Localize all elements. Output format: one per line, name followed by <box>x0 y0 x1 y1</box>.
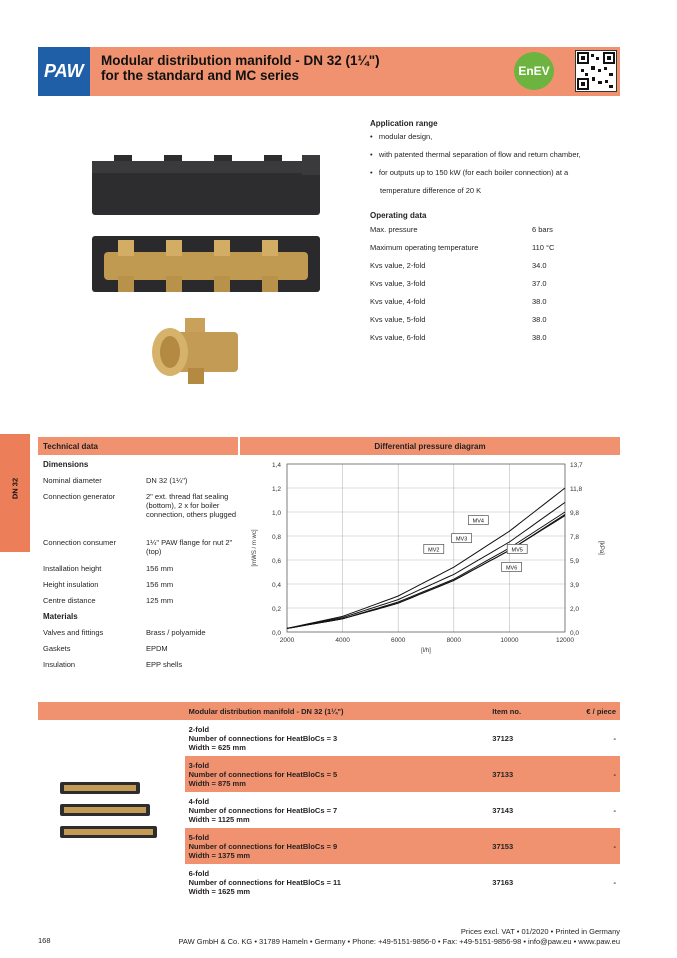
title-line-2: for the standard and MC series <box>101 68 300 83</box>
diagram-header-bar: Differential pressure diagram <box>240 437 620 455</box>
chart-svg <box>240 452 620 662</box>
series-label: MV5 <box>511 547 523 554</box>
table-header-row <box>38 702 620 720</box>
item-number: 37123 <box>492 733 514 743</box>
page-number: 168 <box>38 936 51 945</box>
table-row: Centre distance 125 mm <box>43 596 174 605</box>
footer-line-2: PAW GmbH & Co. KG • 31789 Hameln • Germany • Phone: +49-5151-9856-0 • Fax: +49-5151-9856-98 • info@paw.eu • www.paw.eu <box>178 937 620 946</box>
x-tick-label: 10000 <box>500 637 519 644</box>
table-row: Connection consumer 1¼" PAW flange for nut 2" (top) <box>43 538 233 556</box>
enev-badge: EnEV <box>514 52 554 90</box>
manifold-image <box>92 232 322 297</box>
table-row: Kvs value, 2-fold 34.0 <box>370 261 547 270</box>
paw-logo <box>38 47 90 96</box>
price: - <box>554 828 620 864</box>
table-row: Kvs value, 5-fold 38.0 <box>370 315 547 324</box>
list-item: • modular design, <box>370 132 433 141</box>
x-tick-label: 12000 <box>555 637 575 644</box>
series-label: MV4 <box>472 518 484 525</box>
col-header-price: € / piece <box>586 706 616 716</box>
series-line-mv4 <box>287 512 565 628</box>
y2-axis-label: [kPa] <box>598 541 604 555</box>
series-label: MV3 <box>455 536 468 543</box>
table-row: 3-fold Number of connections for HeatBloCs = 5 Width = 875 mm 37133 - <box>38 756 620 792</box>
list-item: • for outputs up to 150 kW (for each boiler connection) at a <box>370 168 569 177</box>
y-axis-label: [mWS / m wc] <box>252 529 258 567</box>
title-line-1: Modular distribution manifold - DN 32 (1¼") <box>101 53 380 68</box>
y2-tick-label: 0,0 <box>570 630 580 637</box>
fitting-image <box>150 318 240 386</box>
series-label: MV2 <box>428 547 440 554</box>
table-row: Maximum operating temperature 110 °C <box>370 243 555 252</box>
x-tick-label: 8000 <box>446 637 462 644</box>
series-line-mv3 <box>287 502 565 628</box>
table-row: Height insulation 156 mm <box>43 580 174 589</box>
list-item: temperature difference of 20 K <box>380 186 482 195</box>
x-axis-label: [l/h] <box>421 648 431 654</box>
table-row: Connection generator 2" ext. thread flat sealing (bottom), 2 x for boiler connection, others plugged <box>43 492 237 519</box>
y-tick-label: 0,0 <box>271 630 281 637</box>
table-row: Kvs value, 6-fold 38.0 <box>370 333 547 342</box>
table-row: 5-fold Number of connections for HeatBloCs = 9 Width = 1375 mm 37153 - <box>38 828 620 864</box>
price: - <box>613 733 616 743</box>
product-variants-image <box>38 720 185 900</box>
item-number: 37163 <box>492 877 514 887</box>
series-label: MV6 <box>505 565 518 572</box>
insulation-shell-image <box>92 155 322 217</box>
item-number: 37143 <box>492 805 514 815</box>
y-tick-label: 0,4 <box>271 582 281 589</box>
y2-tick-label: 9,8 <box>570 510 580 517</box>
y-tick-label: 1,2 <box>271 486 281 493</box>
y-tick-label: 1,4 <box>271 462 281 469</box>
col-header-name: Modular distribution manifold - DN 32 (1¼") <box>188 706 344 716</box>
x-tick-label: 2000 <box>279 637 295 644</box>
pressure-diagram <box>240 452 620 662</box>
y2-tick-label: 2,0 <box>570 606 580 613</box>
table-row: Kvs value, 4-fold 38.0 <box>370 297 547 306</box>
application-heading: Application range <box>370 119 438 128</box>
price: - <box>554 756 620 792</box>
table-row: Max. pressure 6 bars <box>370 225 553 234</box>
operating-heading: Operating data <box>370 211 427 220</box>
operating-table <box>370 225 620 351</box>
page-title <box>101 53 380 83</box>
y-tick-label: 0,6 <box>271 558 281 565</box>
x-tick-label: 4000 <box>335 637 350 644</box>
technical-list <box>43 460 238 676</box>
y-tick-label: 1,0 <box>271 510 281 517</box>
qr-code-icon <box>575 50 617 92</box>
col-header-item: Item no. <box>492 706 522 716</box>
table-row: Insulation EPP shells <box>43 660 183 669</box>
item-number: 37133 <box>488 756 554 792</box>
y2-tick-label: 11,8 <box>570 486 583 493</box>
dimensions-heading: Dimensions <box>43 460 89 469</box>
table-row: Nominal diameter DN 32 (1¼") <box>43 476 188 485</box>
y2-tick-label: 7,8 <box>570 534 580 541</box>
side-tab: DN 32 <box>0 434 30 552</box>
y2-tick-label: 3,9 <box>570 582 580 589</box>
product-table <box>38 702 620 900</box>
table-row: Gaskets EPDM <box>43 644 168 653</box>
series-line-mv2 <box>287 488 565 628</box>
y2-tick-label: 13,7 <box>570 462 583 469</box>
table-row: Installation height 156 mm <box>43 564 174 573</box>
price: - <box>613 805 616 815</box>
y-tick-label: 0,2 <box>271 606 281 613</box>
table-row: 2-fold Number of connections for HeatBloCs = 3 Width = 625 mm 37123 - <box>38 720 620 756</box>
technical-header-bar: Technical data <box>38 437 238 455</box>
table-row: Valves and fittings Brass / polyamide <box>43 628 206 637</box>
price: - <box>613 877 616 887</box>
list-item: • with patented thermal separation of flow and return chamber, <box>370 150 581 159</box>
y2-tick-label: 5,9 <box>570 558 580 565</box>
materials-heading: Materials <box>43 612 78 621</box>
x-tick-label: 6000 <box>390 637 406 644</box>
table-row: 4-fold Number of connections for HeatBloCs = 7 Width = 1125 mm 37143 - <box>38 792 620 828</box>
logo-text: PAW <box>44 61 84 81</box>
item-number: 37153 <box>488 828 554 864</box>
y-tick-label: 0,8 <box>271 534 281 541</box>
table-row: Kvs value, 3-fold 37.0 <box>370 279 547 288</box>
application-list <box>370 132 620 204</box>
table-row: 6-fold Number of connections for HeatBloCs = 11 Width = 1625 mm 37163 - <box>38 864 620 900</box>
footer-line-1: Prices excl. VAT • 01/2020 • Printed in Germany <box>460 927 620 936</box>
